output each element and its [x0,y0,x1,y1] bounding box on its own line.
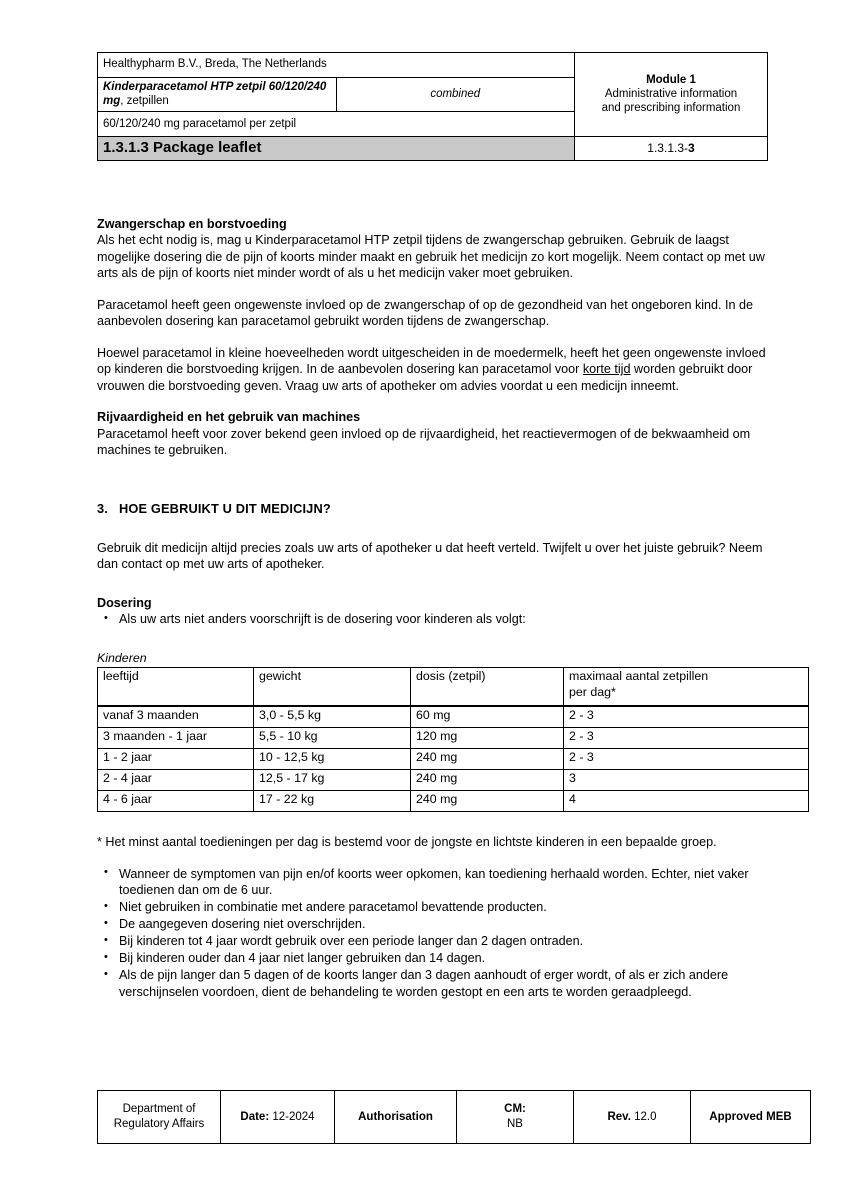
cell-weight: 17 - 22 kg [254,791,411,812]
section-driving [97,409,768,458]
cell-max-per-day: 2 - 3 [564,706,809,728]
department-line-1: Department of [122,1103,196,1116]
section-3-number: 3. [97,500,108,516]
table-header-row [98,668,809,707]
header-leaflet-title: 1.3.1.3 Package leaflet [98,137,575,161]
pregnancy-paragraph-3 [97,345,768,394]
pregnancy-paragraph-1: Als het echt nodig is, mag u Kinderparacetamol HTP zetpil tijdens de zwangerschap gebruiken. Gebruik de laagst mogelijke dosering die de pijn of koorts minder maakt en gebruik het medicijn zo kort mogelijk. Neem contact op met uw arts als de pijn of koorts niet minder wordt of als u het medicijn vaker moet gebruiken. [97,233,765,281]
col4-line-2: per dag* [569,684,616,699]
dose-table-footnote: * Het minst aantal toedieningen per dag is bestemd voor de jongste en lichtste kinderen in een bepaalde groep. [97,835,717,850]
product-form: , zetpillen [120,95,169,108]
dosing-table [97,667,809,812]
cell-dose: 240 mg [411,791,564,812]
cm-label: CM: [504,1103,526,1116]
cell-age: 1 - 2 jaar [98,749,254,770]
cell-age: 2 - 4 jaar [98,770,254,791]
driving-paragraph: Paracetamol heeft voor zover bekend geen invloed op de rijvaardigheid, het reactievermogen of de bekwaamheid om machines te gebruiken. [97,426,751,458]
table-row [98,791,809,812]
cell-dose: 120 mg [411,728,564,749]
driving-heading: Rijvaardigheid en het gebruik van machines [97,410,361,425]
cell-max-per-day: 2 - 3 [564,749,809,770]
doc-number-suffix: 3 [688,140,695,155]
list-item: • Bij kinderen ouder dan 4 jaar niet langer gebruiken dan 14 dagen. [97,950,768,966]
rev-label: Rev. [607,1110,631,1123]
product-name: Kinderparacetamol HTP zetpil 60/120/240 mg [103,81,327,108]
document-footer-table [97,1090,811,1144]
cell-weight: 12,5 - 17 kg [254,770,411,791]
column-header-leeftijd: leeftijd [98,668,254,707]
list-item: • Niet gebruiken in combinatie met andere paracetamol bevattende producten. [97,899,768,915]
document-header-table [97,52,768,161]
table-row [98,728,809,749]
pregnancy-p3-part-a: Hoewel paracetamol in kleine hoeveelheden wordt uitgescheiden in de moedermelk, heeft het geen ongewenste invloed op kinderen die borstvoeding krijgen. In de aanbevolen dosering kan paracetamol voor [97,345,766,377]
cell-weight: 5,5 - 10 kg [254,728,411,749]
company-name: Healthypharm B.V., Breda, The Netherlands [103,58,327,71]
dosing-heading: Dosering [97,595,152,610]
cell-dose: 240 mg [411,749,564,770]
header-module-cell [575,53,768,137]
date-label: Date: [240,1110,270,1123]
section-3-heading [97,501,768,518]
list-item: • Als uw arts niet anders voorschrijft is de dosering voor kinderen als volgt: [97,611,768,627]
table-row [98,706,809,728]
cell-age: vanaf 3 maanden [98,706,254,728]
cell-age: 4 - 6 jaar [98,791,254,812]
module-title: Module 1 [646,73,696,86]
header-document-number [575,137,768,161]
footer-authorisation-cell [335,1091,457,1144]
section-3-intro: Gebruik dit medicijn altijd precies zoals uw arts of apotheker u dat heeft verteld. Twijfelt u over het juiste gebruik? Neem dan contact op met uw arts of apotheker. [97,540,763,572]
header-row-leaflet [98,137,768,161]
date-value: 12-2024 [272,1110,315,1123]
spacer [97,518,768,540]
department-line-2: Regulatory Affairs [113,1118,205,1130]
cell-age: 3 maanden - 1 jaar [98,728,254,749]
list-item: • De aangegeven dosering niet overschrijden. [97,916,768,932]
header-strength-cell: 60/120/240 mg paracetamol per zetpil [98,112,575,137]
column-header-maximaal [564,668,809,707]
spacer [97,459,768,501]
module-line-1: Administrative information [604,88,738,100]
footer-department-cell [98,1091,221,1144]
cell-dose: 240 mg [411,770,564,791]
cell-dose: 60 mg [411,706,564,728]
cm-value: NB [507,1118,523,1130]
module-line-2: and prescribing information [601,102,741,115]
footer-date-cell [221,1091,335,1144]
section-3-title: HOE GEBRUIKT U DIT MEDICIJN? [119,500,331,516]
col4-line-1: maximaal aantal zetpillen [569,669,709,684]
cell-max-per-day: 3 [564,770,809,791]
header-company-cell [98,53,575,78]
list-item: • Bij kinderen tot 4 jaar wordt gebruik over een periode langer dan 2 dagen ontraden. [97,933,768,949]
cell-weight: 10 - 12,5 kg [254,749,411,770]
pregnancy-p3-part-b: worden gebruikt door vrouwen die borstvoeding geven. Vraag uw arts of apotheker om advies voordat u een medicijn inneemt. [97,362,753,393]
pregnancy-heading: Zwangerschap en borstvoeding [97,217,287,231]
cell-max-per-day: 4 [564,791,809,812]
list-item: • Wanneer de symptomen van pijn en/of koorts weer opkomen, kan toediening herhaald worden. Echter, niet vaker toedienen dan om de 6 uur. [97,866,768,899]
pregnancy-paragraph-2: Paracetamol heeft geen ongewenste invloed op de zwangerschap of op de gezondheid van het ongeboren kind. In de aanbevolen dosering kan paracetamol gebruikt worden tijdens de zwangerschap. [97,297,754,329]
header-combined-cell: combined [336,78,575,112]
spacer [97,628,768,650]
spacer [97,394,768,409]
header-row-company [98,53,768,78]
table-row [98,749,809,770]
footer-row [98,1091,811,1144]
dosing-bullet-list [97,866,768,1000]
spacer [97,851,768,866]
doc-number-prefix: 1.3.1.3- [647,140,688,155]
footer-cm-cell [457,1091,574,1144]
spacer [97,812,768,834]
cell-max-per-day: 2 - 3 [564,728,809,749]
dosing-lead-list [97,611,768,627]
dose-table-caption: Kinderen [97,651,147,665]
spacer [97,282,768,297]
column-header-gewicht: gewicht [254,668,411,707]
section-pregnancy [97,216,768,394]
spacer [97,573,768,595]
rev-value: 12.0 [634,1110,657,1123]
cell-weight: 3,0 - 5,5 kg [254,706,411,728]
pregnancy-p3-underlined: korte tijd [582,362,631,377]
leaflet-content [97,216,768,1001]
footer-approved-cell [691,1091,811,1144]
authorisation-label: Authorisation [358,1110,433,1123]
footer-revision-cell [574,1091,691,1144]
approved-label: Approved MEB [709,1110,792,1123]
table-row [98,770,809,791]
spacer [97,330,768,345]
column-header-dosis: dosis (zetpil) [411,668,564,707]
header-product-cell [98,78,337,112]
list-item: • Als de pijn langer dan 5 dagen of de koorts langer dan 3 dagen aanhoudt of erger wordt, of als er zich andere verschijnselen voordoen, dient de behandeling te worden gestopt en een arts te worden geraadpleegd. [97,967,768,1000]
